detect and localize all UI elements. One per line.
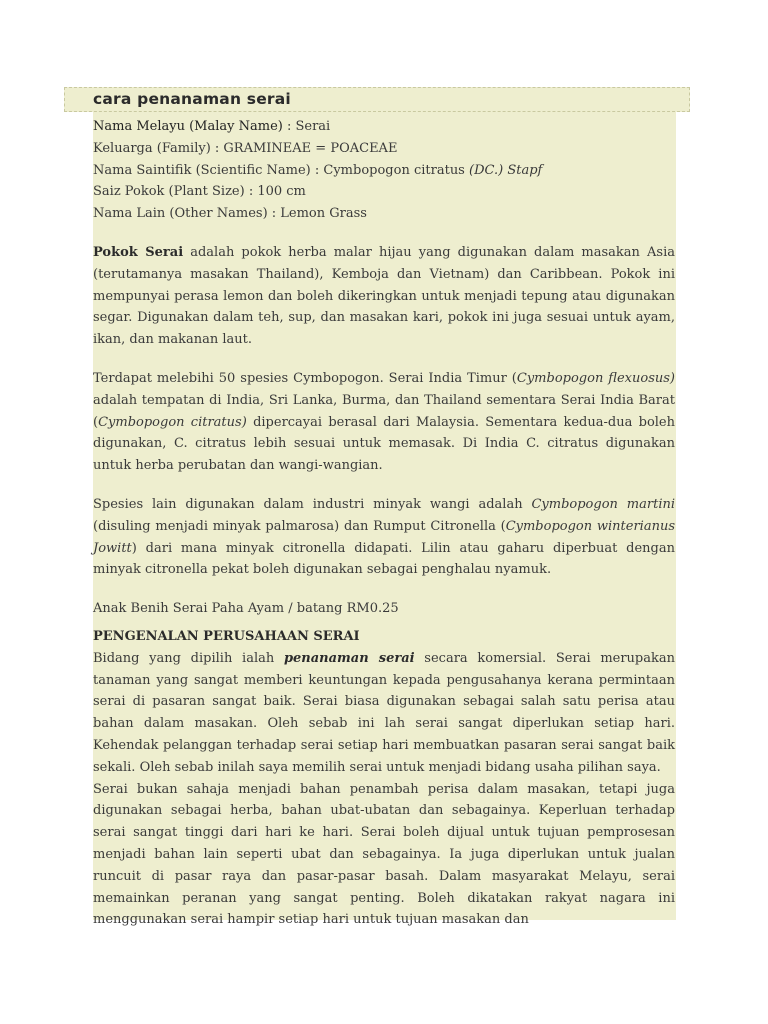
paragraph-text: Spesies lain digunakan dalam industri minyak wangi adalah — [93, 496, 532, 512]
paragraph-text: ) dari mana minyak citronella didapati. Lilin atau gaharu diperbuat dengan minyak citronella pekat boleh digunakan sebagai penghalau nyamuk. — [93, 540, 675, 578]
paragraph-kegunaan-serai: Serai bukan sahaja menjadi bahan penambah perisa dalam masakan, tetapi juga digunakan sebagai herba, bahan ubat-ubatan dan sebagainya. Keperluan terhadap serai sangat tinggi dari hari ke hari. Serai boleh dijual untuk tujuan pemprosesan menjadi bahan lain seperti ubat dan sebagainya. Ia juga diperlukan untuk jualan runcuit di pasar raya dan pasar-pasar basah. Dalam masyarakat Melayu, serai memainkan peranan yang sangat penting. Boleh dikatakan rakyat nagara ini menggunakan serai hampir setiap hari untuk tujuan masakan dan — [93, 781, 675, 928]
article-body — [93, 116, 675, 931]
other-names-line: Nama Lain (Other Names) : Lemon Grass — [93, 206, 367, 222]
species-italic: Cymbopogon flexuosus) — [516, 370, 675, 386]
paragraph-text: Terdapat melebihi 50 spesies Cymbopogon. Serai India Timur ( — [93, 370, 517, 386]
price-line: Anak Benih Serai Paha Ayam / batang RM0.25 — [93, 601, 399, 617]
page-title: cara penanaman serai — [93, 90, 291, 108]
family-line: Keluarga (Family) : GRAMINEAE = POACEAE — [93, 140, 398, 156]
malay-name-line — [93, 116, 675, 138]
paragraph-text: secara komersial. Serai merupakan tanaman yang sangat memberi keuntungan kepada pengusahanya kerana permintaan serai di pasaran sangat baik. Serai biasa digunakan sebagai salah satu perisa atau bahan dalam masakan. Oleh sebab ini lah serai sangat diperlukan setiap hari. Kehendak pelanggan terhadap serai setiap hari membuatkan pasaran serai sangat baik sekali. Oleh sebab inilah saya memilih serai untuk menjadi bidang usaha pilihan saya. — [93, 650, 675, 775]
paragraph-spesies — [93, 368, 675, 477]
pokok-serai-bold: Pokok Serai — [93, 244, 184, 260]
malay-name-label: Nama Melayu (Malay Name) — [93, 119, 283, 134]
scientific-name-author: (DC.) Stapf — [469, 162, 543, 178]
paragraph-pengenalan — [93, 648, 675, 779]
scientific-name-line — [93, 160, 675, 182]
paragraph-text: Bidang yang dipilih ialah — [93, 650, 284, 666]
scientific-name-text: Nama Saintifik (Scientific Name) : Cymbopogon citratus — [93, 162, 469, 178]
penanaman-serai-bold-italic: penanaman serai — [283, 650, 415, 666]
paragraph-minyak-wangi — [93, 494, 675, 581]
paragraph-text: adalah tempatan di India, Sri Lanka, Burma, dan Thailand sementara Serai India Barat ( — [93, 392, 675, 430]
title-bar — [64, 87, 690, 112]
species-italic: Cymbopogon winterianus Jowitt — [93, 518, 675, 556]
paragraph-text: adalah pokok herba malar hijau yang digunakan dalam masakan Asia (terutamanya masakan Thailand), Kemboja dan Vietnam) dan Caribbean. Pokok ini mempunyai perasa lemon dan boleh dikeringkan untuk menjadi tepung atau digunakan segar. Digunakan dalam teh, sup, dan masakan kari, pokok ini juga sesuai untuk ayam, ikan, dan makanan laut. — [93, 244, 675, 348]
malay-name-value: : Serai — [282, 119, 331, 134]
paragraph-pokok-serai — [93, 242, 675, 351]
plant-size-line: Saiz Pokok (Plant Size) : 100 cm — [93, 184, 306, 200]
paragraph-text: (disuling menjadi minyak palmarosa) dan Rumput Citronella ( — [93, 518, 506, 534]
paragraph-text: dipercayai berasal dari Malaysia. Sementara kedua-dua boleh digunakan, C. citratus lebih sesuai untuk memasak. Di India C. citratus digunakan untuk herba perubatan dan wangi-wangian. — [93, 414, 675, 474]
species-italic: Cymbopogon martini — [531, 496, 676, 512]
species-italic: Cymbopogon citratus) — [98, 414, 247, 430]
section-heading: PENGENALAN PERUSAHAAN SERAI — [93, 628, 360, 644]
